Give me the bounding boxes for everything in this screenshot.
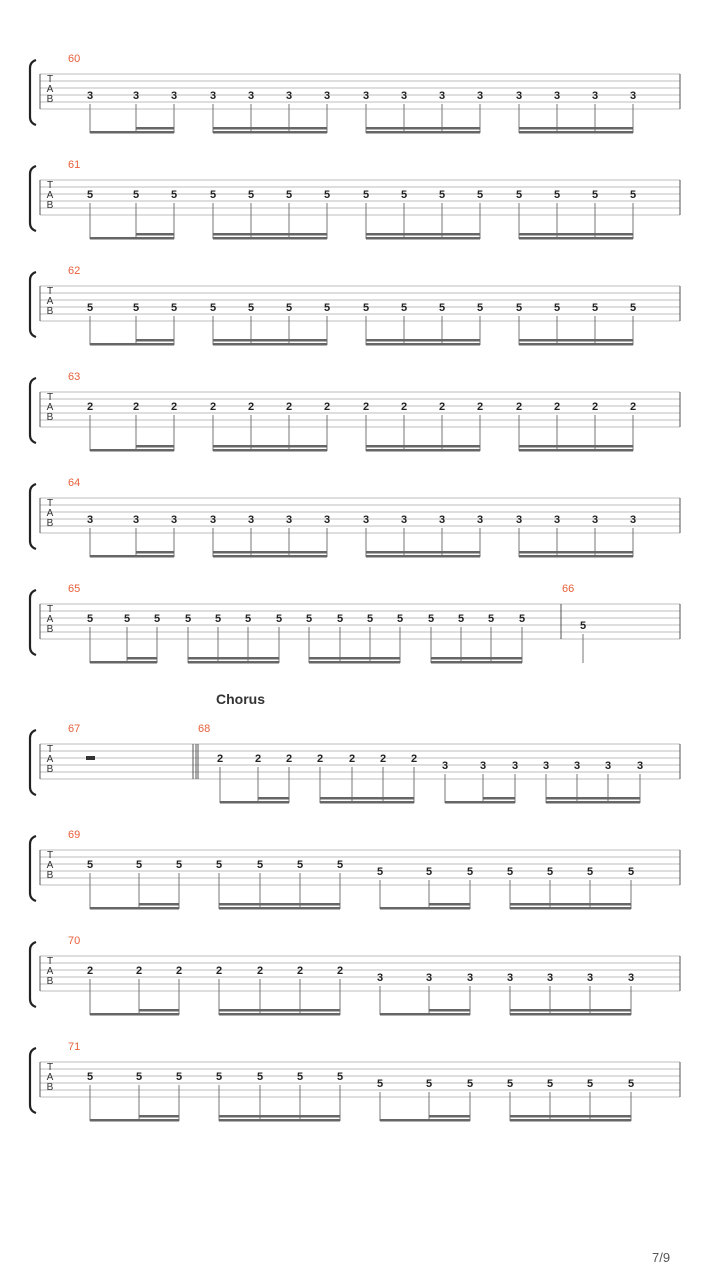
fret-number: 5 xyxy=(627,866,635,878)
fret-number: 5 xyxy=(209,302,217,314)
fret-number: 2 xyxy=(209,401,217,413)
tab-system xyxy=(30,1041,680,1122)
tab-system xyxy=(30,53,680,134)
fret-number: 5 xyxy=(366,613,374,625)
fret-number: 5 xyxy=(515,302,523,314)
system-bracket xyxy=(30,1048,36,1113)
beam-secondary xyxy=(519,339,633,342)
measure-number: 69 xyxy=(68,829,81,841)
fret-number: 5 xyxy=(170,189,178,201)
fret-number: 3 xyxy=(604,760,612,772)
tab-system xyxy=(30,159,680,240)
tab-clef-letter: B xyxy=(46,764,54,775)
beam-secondary xyxy=(136,551,174,554)
fret-number: 2 xyxy=(438,401,446,413)
beam-primary xyxy=(431,661,522,664)
fret-number: 5 xyxy=(215,859,223,871)
beam-secondary xyxy=(429,1009,470,1012)
fret-number: 5 xyxy=(153,613,161,625)
fret-number: 3 xyxy=(209,90,217,102)
fret-number: 3 xyxy=(323,514,331,526)
measure-number: 67 xyxy=(68,723,81,735)
beam-primary xyxy=(90,907,179,910)
beam-secondary xyxy=(127,657,157,660)
fret-number: 2 xyxy=(247,401,255,413)
system-bracket xyxy=(30,836,36,901)
fret-number: 2 xyxy=(323,401,331,413)
beam-secondary xyxy=(510,1009,631,1012)
fret-number: 3 xyxy=(400,90,408,102)
fret-number: 2 xyxy=(175,965,183,977)
beam-secondary xyxy=(519,445,633,448)
tab-clef-letter: T xyxy=(46,744,54,755)
beam-primary xyxy=(380,907,470,910)
tab-system xyxy=(30,371,680,452)
tab-clef-letter: B xyxy=(46,624,54,635)
fret-number: 5 xyxy=(86,859,94,871)
measure-number: 60 xyxy=(68,53,81,65)
tab-clef-letter: T xyxy=(46,604,54,615)
beam-secondary xyxy=(320,797,414,800)
beam-primary xyxy=(546,801,640,804)
fret-number: 5 xyxy=(285,189,293,201)
tab-system xyxy=(30,477,680,558)
section-label: Chorus xyxy=(216,691,265,707)
fret-number: 2 xyxy=(285,401,293,413)
fret-number: 3 xyxy=(438,90,446,102)
tab-clef-letter: T xyxy=(46,392,54,403)
fret-number: 3 xyxy=(591,514,599,526)
beam-secondary xyxy=(519,127,633,130)
fret-number: 5 xyxy=(629,302,637,314)
fret-number: 5 xyxy=(457,613,465,625)
fret-number: 5 xyxy=(487,613,495,625)
fret-number: 5 xyxy=(438,189,446,201)
beam-primary xyxy=(380,1013,470,1016)
system-bracket xyxy=(30,730,36,795)
beam-primary xyxy=(90,237,174,240)
tab-clef-letter: T xyxy=(46,180,54,191)
fret-number: 2 xyxy=(216,753,224,765)
fret-number: 5 xyxy=(376,866,384,878)
fret-number: 3 xyxy=(553,514,561,526)
beam-primary xyxy=(320,801,414,804)
fret-number: 2 xyxy=(336,965,344,977)
fret-number: 3 xyxy=(573,760,581,772)
fret-number: 5 xyxy=(285,302,293,314)
beam-primary xyxy=(90,555,174,558)
fret-number: 3 xyxy=(546,972,554,984)
fret-number: 2 xyxy=(132,401,140,413)
beam-secondary xyxy=(213,339,327,342)
fret-number: 3 xyxy=(132,514,140,526)
beam-primary xyxy=(213,343,327,346)
system-bracket xyxy=(30,166,36,231)
fret-number: 5 xyxy=(123,613,131,625)
beam-secondary xyxy=(366,339,480,342)
beam-primary xyxy=(90,449,174,452)
system-bracket xyxy=(30,484,36,549)
beam-primary xyxy=(380,1119,470,1122)
beam-secondary xyxy=(510,1115,631,1118)
beam-secondary xyxy=(139,903,179,906)
fret-number: 3 xyxy=(553,90,561,102)
measure-number: 63 xyxy=(68,371,81,383)
fret-number: 5 xyxy=(629,189,637,201)
fret-number: 5 xyxy=(362,302,370,314)
beam-secondary xyxy=(213,127,327,130)
fret-number: 5 xyxy=(396,613,404,625)
beam-secondary xyxy=(366,233,480,236)
fret-number: 5 xyxy=(425,866,433,878)
beam-primary xyxy=(366,449,480,452)
beam-secondary xyxy=(546,797,640,800)
fret-number: 3 xyxy=(636,760,644,772)
fret-number: 5 xyxy=(323,189,331,201)
tab-system xyxy=(30,265,680,346)
tab-clef-letter: T xyxy=(46,74,54,85)
tab-clef-letter: T xyxy=(46,498,54,509)
beam-primary xyxy=(519,449,633,452)
fret-number: 2 xyxy=(379,753,387,765)
measure-number: 62 xyxy=(68,265,81,277)
beam-primary xyxy=(90,1119,179,1122)
fret-number: 2 xyxy=(86,401,94,413)
fret-number: 5 xyxy=(400,302,408,314)
fret-number: 5 xyxy=(591,189,599,201)
fret-number: 5 xyxy=(275,613,283,625)
measure-number: 66 xyxy=(562,583,575,595)
tab-clef-letter: B xyxy=(46,412,54,423)
fret-number: 5 xyxy=(209,189,217,201)
fret-number: 5 xyxy=(438,302,446,314)
beam-primary xyxy=(213,237,327,240)
fret-number: 5 xyxy=(476,302,484,314)
fret-number: 2 xyxy=(256,965,264,977)
fret-number: 2 xyxy=(476,401,484,413)
beam-secondary xyxy=(366,551,480,554)
fret-number: 3 xyxy=(466,972,474,984)
fret-number: 5 xyxy=(256,1071,264,1083)
fret-number: 5 xyxy=(476,189,484,201)
beam-primary xyxy=(510,1013,631,1016)
tab-clef-letter: B xyxy=(46,306,54,317)
fret-number: 2 xyxy=(135,965,143,977)
beam-secondary xyxy=(136,127,174,130)
fret-number: 5 xyxy=(296,859,304,871)
fret-number: 5 xyxy=(305,613,313,625)
fret-number: 3 xyxy=(170,90,178,102)
fret-number: 2 xyxy=(515,401,523,413)
fret-number: 2 xyxy=(86,965,94,977)
fret-number: 5 xyxy=(175,1071,183,1083)
fret-number: 5 xyxy=(215,1071,223,1083)
fret-number: 3 xyxy=(586,972,594,984)
fret-number: 5 xyxy=(247,189,255,201)
tab-clef-letter: B xyxy=(46,94,54,105)
fret-number: 5 xyxy=(586,1078,594,1090)
beam-primary xyxy=(90,343,174,346)
fret-number: 2 xyxy=(285,753,293,765)
fret-number: 3 xyxy=(132,90,140,102)
beam-secondary xyxy=(366,127,480,130)
fret-number: 5 xyxy=(586,866,594,878)
fret-number: 3 xyxy=(362,90,370,102)
fret-number: 5 xyxy=(86,613,94,625)
fret-number: 5 xyxy=(336,1071,344,1083)
tab-clef-letter: A xyxy=(46,84,54,95)
beam-primary xyxy=(188,661,279,664)
fret-number: 5 xyxy=(546,1078,554,1090)
beam-primary xyxy=(90,661,157,664)
fret-number: 3 xyxy=(323,90,331,102)
system-bracket xyxy=(30,378,36,443)
fret-number: 5 xyxy=(546,866,554,878)
beam-primary xyxy=(213,555,327,558)
beam-secondary xyxy=(136,445,174,448)
beam-primary xyxy=(220,801,289,804)
fret-number: 2 xyxy=(400,401,408,413)
tab-system xyxy=(30,935,680,1016)
fret-number: 5 xyxy=(400,189,408,201)
measure-number: 70 xyxy=(68,935,81,947)
fret-number: 3 xyxy=(376,972,384,984)
fret-number: 5 xyxy=(132,302,140,314)
beam-primary xyxy=(510,1119,631,1122)
beam-primary xyxy=(213,131,327,134)
fret-number: 3 xyxy=(629,514,637,526)
fret-number: 5 xyxy=(427,613,435,625)
beam-primary xyxy=(309,661,400,664)
tab-clef-letter: T xyxy=(46,286,54,297)
fret-number: 3 xyxy=(285,514,293,526)
tab-clef-letter: B xyxy=(46,1082,54,1093)
tab-clef-letter: A xyxy=(46,966,54,977)
fret-number: 2 xyxy=(215,965,223,977)
tab-clef-letter: T xyxy=(46,956,54,967)
fret-number: 3 xyxy=(362,514,370,526)
fret-number: 5 xyxy=(86,302,94,314)
tab-clef-letter: A xyxy=(46,1072,54,1083)
beam-secondary xyxy=(213,445,327,448)
fret-number: 2 xyxy=(254,753,262,765)
measure-number: 64 xyxy=(68,477,81,489)
page-number: 7/9 xyxy=(652,1250,671,1265)
fret-number: 3 xyxy=(476,90,484,102)
fret-number: 5 xyxy=(515,189,523,201)
beam-secondary xyxy=(219,1009,340,1012)
fret-number: 5 xyxy=(553,189,561,201)
fret-number: 5 xyxy=(296,1071,304,1083)
beam-primary xyxy=(366,343,480,346)
fret-number: 3 xyxy=(542,760,550,772)
tab-clef-letter: A xyxy=(46,296,54,307)
measure-number: 71 xyxy=(68,1041,81,1053)
fret-number: 5 xyxy=(135,859,143,871)
beam-secondary xyxy=(510,903,631,906)
tab-clef-letter: A xyxy=(46,860,54,871)
beam-primary xyxy=(519,555,633,558)
fret-number: 5 xyxy=(170,302,178,314)
fret-number: 3 xyxy=(170,514,178,526)
fret-number: 2 xyxy=(348,753,356,765)
beam-primary xyxy=(445,801,515,804)
fret-number: 5 xyxy=(506,1078,514,1090)
tab-clef-letter: B xyxy=(46,870,54,881)
beam-secondary xyxy=(136,233,174,236)
fret-number: 5 xyxy=(466,866,474,878)
fret-number: 3 xyxy=(400,514,408,526)
beam-secondary xyxy=(519,233,633,236)
fret-number: 5 xyxy=(175,859,183,871)
fret-number: 2 xyxy=(553,401,561,413)
beam-secondary xyxy=(188,657,279,660)
fret-number: 5 xyxy=(466,1078,474,1090)
beam-secondary xyxy=(483,797,515,800)
beam-secondary xyxy=(219,903,340,906)
tab-system xyxy=(30,829,680,910)
beam-secondary xyxy=(429,1115,470,1118)
fret-number: 2 xyxy=(591,401,599,413)
fret-number: 5 xyxy=(132,189,140,201)
measure-number: 61 xyxy=(68,159,81,171)
tab-clef-letter: T xyxy=(46,850,54,861)
fret-number: 2 xyxy=(170,401,178,413)
fret-number: 2 xyxy=(316,753,324,765)
beam-primary xyxy=(219,1013,340,1016)
fret-number: 3 xyxy=(591,90,599,102)
tab-clef-letter: A xyxy=(46,190,54,201)
fret-number: 3 xyxy=(209,514,217,526)
fret-number: 5 xyxy=(579,620,587,632)
beam-primary xyxy=(519,237,633,240)
fret-number: 5 xyxy=(86,189,94,201)
fret-number: 3 xyxy=(476,514,484,526)
whole-rest-icon xyxy=(86,756,95,760)
measure-number: 65 xyxy=(68,583,81,595)
fret-number: 3 xyxy=(515,514,523,526)
fret-number: 3 xyxy=(511,760,519,772)
fret-number: 5 xyxy=(247,302,255,314)
fret-number: 5 xyxy=(135,1071,143,1083)
fret-number: 5 xyxy=(256,859,264,871)
fret-number: 2 xyxy=(410,753,418,765)
fret-number: 3 xyxy=(247,90,255,102)
measure-number: 68 xyxy=(198,723,211,735)
beam-primary xyxy=(90,1013,179,1016)
tab-clef-letter: B xyxy=(46,976,54,987)
beam-primary xyxy=(519,343,633,346)
beam-primary xyxy=(519,131,633,134)
beam-secondary xyxy=(213,551,327,554)
fret-number: 3 xyxy=(425,972,433,984)
fret-number: 3 xyxy=(86,90,94,102)
beam-primary xyxy=(219,1119,340,1122)
beam-secondary xyxy=(431,657,522,660)
fret-number: 5 xyxy=(553,302,561,314)
beam-primary xyxy=(366,237,480,240)
beam-primary xyxy=(90,131,174,134)
fret-number: 5 xyxy=(506,866,514,878)
system-bracket xyxy=(30,272,36,337)
fret-number: 2 xyxy=(362,401,370,413)
fret-number: 5 xyxy=(184,613,192,625)
tab-clef-letter: B xyxy=(46,518,54,529)
beam-secondary xyxy=(219,1115,340,1118)
fret-number: 3 xyxy=(441,760,449,772)
tab-clef-letter: A xyxy=(46,508,54,519)
fret-number: 3 xyxy=(247,514,255,526)
fret-number: 3 xyxy=(479,760,487,772)
fret-number: 5 xyxy=(244,613,252,625)
fret-number: 5 xyxy=(518,613,526,625)
fret-number: 3 xyxy=(515,90,523,102)
fret-number: 2 xyxy=(296,965,304,977)
fret-number: 5 xyxy=(362,189,370,201)
fret-number: 3 xyxy=(86,514,94,526)
fret-number: 5 xyxy=(86,1071,94,1083)
fret-number: 5 xyxy=(336,613,344,625)
fret-number: 2 xyxy=(629,401,637,413)
beam-secondary xyxy=(366,445,480,448)
beam-secondary xyxy=(429,903,470,906)
fret-number: 5 xyxy=(336,859,344,871)
beam-secondary xyxy=(258,797,289,800)
fret-number: 5 xyxy=(627,1078,635,1090)
beam-primary xyxy=(510,907,631,910)
tab-system xyxy=(30,723,680,804)
fret-number: 5 xyxy=(376,1078,384,1090)
beam-secondary xyxy=(309,657,400,660)
fret-number: 5 xyxy=(214,613,222,625)
beam-primary xyxy=(366,131,480,134)
tab-clef-letter: B xyxy=(46,200,54,211)
fret-number: 5 xyxy=(323,302,331,314)
beam-secondary xyxy=(139,1115,179,1118)
beam-secondary xyxy=(213,233,327,236)
fret-number: 3 xyxy=(285,90,293,102)
fret-number: 3 xyxy=(506,972,514,984)
beam-secondary xyxy=(519,551,633,554)
fret-number: 5 xyxy=(591,302,599,314)
tab-system xyxy=(30,583,680,664)
beam-primary xyxy=(366,555,480,558)
tab-clef-letter: A xyxy=(46,402,54,413)
fret-number: 3 xyxy=(629,90,637,102)
beam-primary xyxy=(219,907,340,910)
system-bracket xyxy=(30,942,36,1007)
system-bracket xyxy=(30,60,36,125)
tab-clef-letter: A xyxy=(46,614,54,625)
beam-secondary xyxy=(139,1009,179,1012)
system-bracket xyxy=(30,590,36,655)
beam-secondary xyxy=(136,339,174,342)
fret-number: 3 xyxy=(627,972,635,984)
tab-clef-letter: T xyxy=(46,1062,54,1073)
beam-primary xyxy=(213,449,327,452)
tab-clef-letter: A xyxy=(46,754,54,765)
fret-number: 3 xyxy=(438,514,446,526)
fret-number: 5 xyxy=(425,1078,433,1090)
